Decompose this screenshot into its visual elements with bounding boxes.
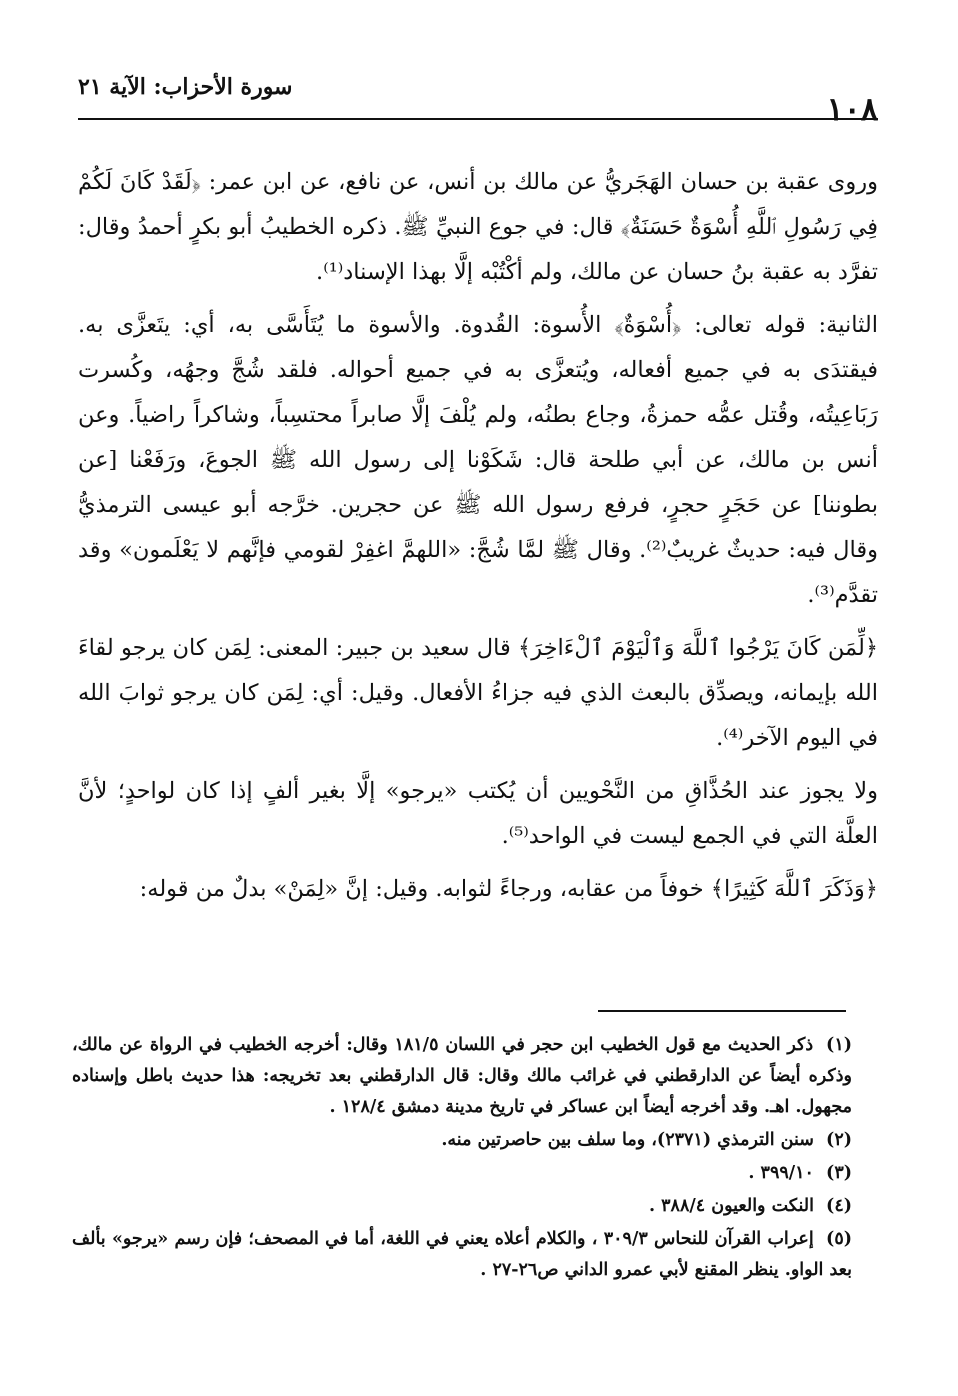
running-header-title: سورة الأحزاب: الآية ٢١	[78, 74, 293, 100]
page-header	[78, 70, 878, 128]
paragraph: ولا يجوز عند الحُذَّاقِ من النَّحْويين أن يُكتب «يرجو» إلَّا بغير ألفٍ إذا كان لواحدٍ؛ لأنَّ العلَّة التي في الجمع ليست في الواحد⁽⁵⁾.	[78, 778, 878, 849]
footnote-number: (١)	[826, 1035, 852, 1055]
footnote-text: سنن الترمذي (٢٣٧١)، وما سلف بين حاصرتين منه.	[441, 1130, 814, 1150]
footnote-text: ذكر الحديث مع قول الخطيب ابن حجر في اللسان ١٨١/٥ وقال: أخرجه الخطيب في الرواة عن مالك، وذكره أيضاً عن الدارقطني في غرائب مالك وقال: قال الدارقطني بعد تخريجه: هذا حديث باطل وإسناده مجهول. اهـ. وقد أخرجه أيضاً ابن عساكر في تاريخ مدينة دمشق ١٢٨/٤ .	[72, 1035, 852, 1117]
footnote-text: ٣٩٩/١٠ .	[748, 1163, 814, 1183]
footnote-number: (٤)	[826, 1196, 852, 1216]
paragraph: ﴿وَذَكَرَ ٱللَّهَ كَثِيرًا﴾ خوفاً من عقابه، ورجاءً لثوابه. وقيل: إنَّ «لِمَنْ» بدلٌ من قوله:	[139, 876, 878, 902]
footnote-number: (٥)	[826, 1229, 853, 1249]
footnote	[72, 1030, 852, 1123]
footnote-number: (٢)	[826, 1130, 852, 1150]
footnote-number: (٣)	[826, 1163, 852, 1183]
paragraph: وروى عقبة بن حسان الهَجَريُّ عن مالك بن أنس، عن نافع، عن ابن عمر: ﴿لَقَدْ كَانَ لَكُمْ فِي رَسُولِ ٱللَّهِ أُسْوَةٌ حَسَنَةٌ﴾ قال: في جوع النبيِّ ﷺ. ذكره الخطيبُ أبو بكرٍ أحمدُ وقال: تفرَّد به عقبة بنُ حسان عن مالك، ولم أكْتُبْه إلَّا بهذا الإسناد⁽¹⁾.	[78, 169, 878, 285]
paragraph: الثانية: قوله تعالى: ﴿أُسْوَةٌ﴾ الأُسوة: القُدوة. والأسوة ما يُتَأَسَّى به، أي: يتَعزَّى به. فيقتدَى به في جميع أفعاله، ويُتعزَّى به في جميع أحواله. فلقد شُجَّ وجهُه، وكُسرت رَبَاعِيتُه، وقُتل عمُّه حمزةُ، وجاع بطنُه، ولم يُلْفَ إلَّا صابراً محتسِباً، وشاكراً راضياً. وعن أنس بن مالك، عن أبي طلحة قال: شَكَوْنا إلى رسول الله ﷺ الجوعَ، ورَفَعْنا [عن بطوننا] عن حَجَرٍ حجرٍ، فرفع رسول الله ﷺ عن حجرين. خرَّجه أبو عيسى الترمذيُّ وقال فيه: حديثٌ غريبٌ⁽²⁾. وقال ﷺ لمَّا شُجَّ: «اللهمَّ اغفِرْ لقومي فإنَّهم لا يَعْلَمون» وقد تقدَّم⁽³⁾.	[78, 312, 878, 608]
main-text	[78, 160, 878, 920]
paragraph: ﴿لِّمَن كَانَ يَرْجُوا ٱللَّهَ وَٱلْيَوْمَ ٱلْءَاخِرَ﴾ قال سعيد بن جبير: المعنى: لِمَن كان يرجو لقاءَ الله بإيمانه، ويصدِّق بالبعث الذي فيه جزاءُ الأفعال. وقيل: أي: لِمَن كان يرجو ثوابَ الله في اليوم الآخر⁽⁴⁾.	[78, 635, 878, 751]
footnote	[72, 1158, 852, 1189]
footnote-text: إعراب القرآن للنحاس ٣٠٩/٣ ، والكلام أعلاه يعني في اللغة، أما في المصحف؛ فإن رسم «يرجو» بألف بعد الواو. ينظر المقنع لأبي عمرو الداني ص٢٦-٢٧ .	[72, 1229, 852, 1280]
footnote-separator	[598, 1010, 846, 1012]
footnotes	[72, 1030, 852, 1288]
footnote	[72, 1224, 852, 1286]
footnote-text: النكت والعيون ٣٨٨/٤ .	[648, 1196, 814, 1216]
page-number: ١٠٨	[826, 90, 878, 128]
footnote	[72, 1125, 852, 1156]
header-rule	[78, 118, 878, 120]
footnote	[72, 1191, 852, 1222]
